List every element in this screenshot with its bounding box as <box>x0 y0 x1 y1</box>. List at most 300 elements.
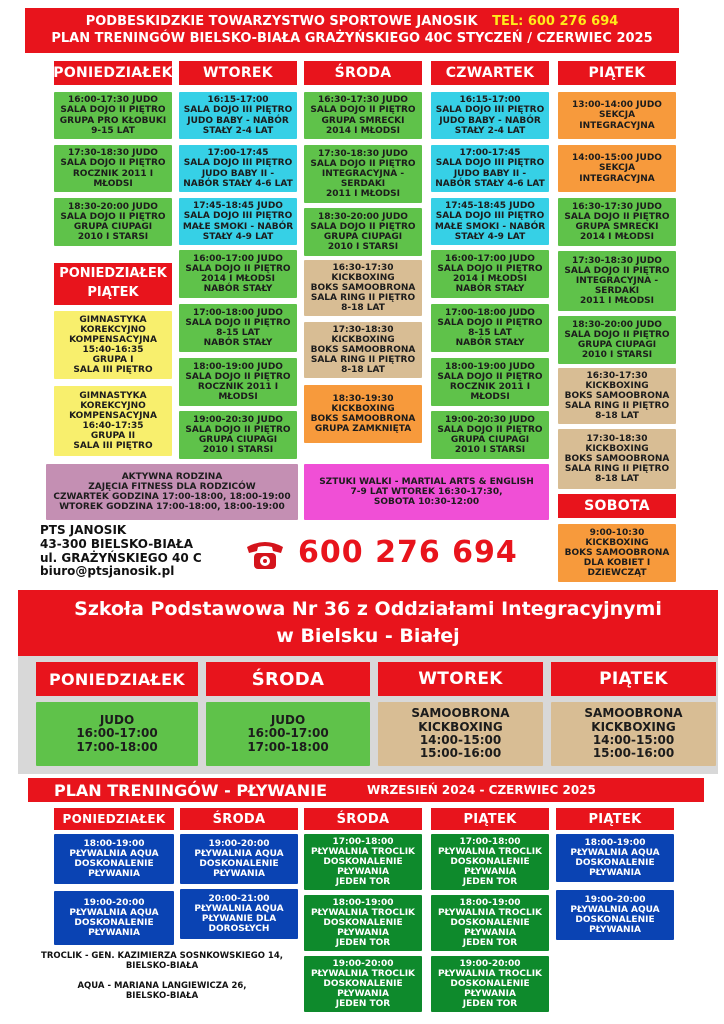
card-line: JUDO BABY II - <box>201 168 275 179</box>
card-line: NABÓR STAŁY <box>203 284 273 295</box>
card-line: PŁYWANIA <box>88 928 140 939</box>
card-line: GRUPA PRO KŁOBUKI <box>59 115 167 126</box>
card-line: 18:00-19:00 JUDO <box>445 361 535 372</box>
card-line: SALA DOJO III PIĘTRO <box>183 211 293 222</box>
card-line: PŁYWALNIA AQUA <box>69 848 159 859</box>
card-line: 17:30-18:30 JUDO <box>318 148 408 159</box>
card-line: 17:00-18:00 <box>332 836 394 847</box>
swim-day-wed-aqua: ŚRODA <box>180 808 298 830</box>
card-line: KICKBOXING <box>591 719 676 734</box>
card-line: 16:00-17:00 <box>247 726 329 741</box>
card-line: PŁYWANIE DLA <box>201 914 277 924</box>
card-line: 18:30-20:00 JUDO <box>68 201 158 212</box>
schedule-card-fri-6 <box>558 368 676 424</box>
card-line: 18:00-19:00 <box>332 897 394 908</box>
martial-arts-english-card <box>304 464 549 520</box>
card-line: 9-15 LAT <box>91 125 135 136</box>
card-line: 16:30-17:30 JUDO <box>318 95 408 106</box>
swim-card-fri-aqua-2 <box>556 890 674 940</box>
card-line: 19:00-20:00 <box>459 958 521 969</box>
swim-day-fri-aqua: PIĄTEK <box>556 808 674 830</box>
card-line: ZAJĘCIA FITNESS DLA RODZICÓW <box>88 481 256 492</box>
school-card-fri <box>551 702 716 766</box>
card-line: WTOREK GODZINA 17:00-18:00, 18:00-19:00 <box>59 502 285 513</box>
card-line: 17:00-18:00 <box>247 739 329 754</box>
card-line: DOSKONALENIE <box>450 917 530 928</box>
card-line: PŁYWALNIA AQUA <box>570 904 660 915</box>
card-line: 15:00-16:00 <box>419 746 502 761</box>
swim-card-wed-troclik-1 <box>304 834 422 890</box>
card-line: MŁODSI <box>218 392 258 403</box>
card-line: DOSKONALENIE <box>323 917 403 928</box>
schedule-card-fri-5 <box>558 316 676 364</box>
card-line: 17:00-17:45 <box>459 148 521 159</box>
address-line: BIELSKO-BIAŁA <box>125 961 199 972</box>
card-line: DOROSŁYCH <box>208 924 270 935</box>
card-line: PŁYWALNIA TROCLIK <box>310 907 416 918</box>
swim-title: PLAN TRENINGÓW - PŁYWANIE <box>54 780 328 800</box>
card-line: PŁYWALNIA TROCLIK <box>310 846 416 857</box>
card-line: SALA DOJO II PIĘTRO <box>564 265 670 276</box>
card-line: 18:00-19:00 JUDO <box>193 361 283 372</box>
card-line: PŁYWANIA <box>213 869 265 880</box>
schedule-card-thu-3 <box>431 198 549 245</box>
card-line: BOKS SAMOOBRONA <box>564 547 670 558</box>
card-line: SEKCJA <box>598 110 636 121</box>
card-line: 18:00-19:00 <box>584 837 646 848</box>
card-line: JEDEN TOR <box>335 877 391 888</box>
card-line: 17:30-18:30 JUDO <box>68 148 158 159</box>
card-line: PŁYWANIA <box>337 989 389 1000</box>
card-line: GRUPA CIUPAGI <box>73 222 153 232</box>
swim-card-fri-troclik-3 <box>431 956 549 1012</box>
card-line: 8-18 LAT <box>341 303 385 314</box>
card-line: 8-18 LAT <box>595 411 639 422</box>
card-line: 7-9 LAT WTOREK 16:30-17:30, <box>350 486 503 497</box>
card-line: 17:00-18:00 JUDO <box>193 307 283 318</box>
card-line: SALA DOJO II PIĘTRO <box>310 221 416 232</box>
card-line: 14:00-15:00 <box>592 733 675 747</box>
card-line: SEKCJA <box>598 163 636 174</box>
card-line: 15:40-16:35 <box>82 345 144 355</box>
card-line: GIMNASTYKA <box>79 314 147 325</box>
card-line: KICKBOXING <box>585 380 649 391</box>
schedule-card-fri-2 <box>558 145 676 192</box>
card-line: NABÓR STAŁY 4-6 LAT <box>183 178 293 189</box>
card-line: SALA RING II PIĘTRO <box>310 293 416 304</box>
card-line: 19:00-20:00 <box>584 894 646 905</box>
schedule-card-fri-1 <box>558 92 676 139</box>
card-line: SALA DOJO II PIĘTRO <box>564 211 670 222</box>
card-line: BOKS SAMOOBRONA <box>310 414 416 424</box>
swim-card-fri-troclik-2 <box>431 895 549 951</box>
card-line: JUDO BABY II - <box>453 168 527 179</box>
card-line: JUDO <box>99 712 135 727</box>
schedule-card-gymnastics-2 <box>54 386 172 456</box>
contact-email[interactable]: biuro@ptsjanosik.pl <box>40 564 175 579</box>
swim-card-fri-troclik-1 <box>431 834 549 890</box>
day-header-wed: ŚRODA <box>304 61 422 85</box>
card-line: JUDO BABY - NABÓR <box>439 115 541 126</box>
card-line: 2010 I STARSI <box>77 232 149 243</box>
card-line: 17:30-18:30 <box>332 324 394 335</box>
swim-card-fri-aqua-1 <box>556 834 674 882</box>
schedule-card-thu-1 <box>431 92 549 139</box>
card-line: DOSKONALENIE <box>450 978 530 989</box>
card-line: 2010 I STARSI <box>327 242 399 253</box>
card-line: JEDEN TOR <box>462 938 518 949</box>
schedule-card-tue-5 <box>179 304 297 352</box>
card-line: PŁYWANIA <box>337 867 389 878</box>
card-line: 2010 I STARSI <box>202 445 274 456</box>
card-line: SALA RING II PIĘTRO <box>310 355 416 366</box>
card-line: 17:00-18:00 <box>76 739 158 754</box>
schedule-card-fri-7 <box>558 429 676 489</box>
day-header-mon: PONIEDZIAŁEK <box>54 61 172 85</box>
pool-address-aqua <box>30 981 294 1001</box>
card-line: 16:00-17:00 JUDO <box>445 253 535 264</box>
school-card-wed <box>206 702 370 766</box>
card-line: AKTYWNA RODZINA <box>121 471 223 482</box>
card-line: DOSKONALENIE <box>74 918 154 928</box>
card-line: PŁYWALNIA TROCLIK <box>437 846 543 857</box>
card-line: SALA III PIĘTRO <box>73 365 153 376</box>
card-line: KICKBOXING <box>331 272 395 283</box>
card-line: 16:30-17:30 <box>586 370 648 381</box>
card-line: KICKBOXING <box>585 443 649 454</box>
swim-card-mon-1 <box>54 834 174 884</box>
card-line: SAMOOBRONA <box>584 706 683 721</box>
card-line: 16:30-17:30 <box>332 262 394 273</box>
card-line: 8-18 LAT <box>595 474 639 485</box>
swim-day-wed-troclik: ŚRODA <box>304 808 422 830</box>
day-header-fri: PIĄTEK <box>558 61 676 85</box>
card-line: 2011 I MŁODSI <box>579 296 655 307</box>
swim-day-fri-troclik: PIĄTEK <box>431 808 549 830</box>
card-line: 16:15-17:00 <box>459 95 521 106</box>
card-line: JEDEN TOR <box>335 999 391 1010</box>
schedule-card-wed-1 <box>304 92 422 139</box>
schedule-card-wed-5 <box>304 322 422 378</box>
card-line: NABÓR STAŁY <box>455 284 525 295</box>
card-line: PŁYWANIA <box>337 928 389 939</box>
card-line: GRUPA I <box>92 355 134 366</box>
address-line: TROCLIK - GEN. KAZIMIERZA SOSNKOWSKIEGO 14, <box>41 951 283 961</box>
swim-card-wed-troclik-3 <box>304 956 422 1012</box>
header-phone: TEL: 600 276 694 <box>492 13 619 29</box>
card-line: SALA DOJO III PIĘTRO <box>183 105 293 116</box>
card-line: 16:00-17:00 <box>76 726 158 741</box>
card-line: JUDO BABY - NABÓR <box>187 115 289 126</box>
swim-card-wed-troclik-2 <box>304 895 422 951</box>
club-name: PODBESKIDZKIE TOWARZYSTWO SPORTOWE JANOSIK <box>85 13 478 29</box>
card-line: SALA DOJO II PIĘTRO <box>437 424 543 435</box>
card-line: 18:00-19:00 <box>459 897 521 908</box>
schedule-card-fri-3 <box>558 198 676 246</box>
card-line: SALA DOJO III PIĘTRO <box>435 211 545 222</box>
card-line: NABÓR STAŁY <box>203 338 273 349</box>
card-line: 20:00-21:00 <box>208 893 270 904</box>
pool-address-troclik <box>30 951 294 971</box>
card-line: 17:45-18:45 JUDO <box>445 201 535 212</box>
card-line: STAŁY 2-4 LAT <box>202 125 274 136</box>
card-line: MAŁE SMOKI - NABÓR <box>182 221 294 232</box>
header-banner <box>25 8 679 53</box>
card-line: 18:30-19:30 <box>332 393 394 404</box>
card-line: JUDO <box>270 712 306 727</box>
school-day-mon: PONIEDZIAŁEK <box>36 662 198 696</box>
contact-address-2: ul. GRAŻYŃSKIEGO 40 C <box>40 550 202 565</box>
card-line: KOREKCYJNO <box>80 324 146 335</box>
swim-card-wed-aqua-1 <box>180 834 298 884</box>
card-line: 2014 I MŁODSI <box>452 274 528 284</box>
swim-banner <box>28 778 704 802</box>
swim-card-mon-2 <box>54 891 174 945</box>
schedule-card-mon-3 <box>54 198 172 246</box>
card-line: SALA DOJO II PIĘTRO <box>185 263 291 274</box>
card-line: SALA DOJO II PIĘTRO <box>185 317 291 328</box>
card-line: SALA DOJO II PIĘTRO <box>60 158 166 169</box>
card-line: SALA DOJO II PIĘTRO <box>60 211 166 222</box>
schedule-card-wed-6 <box>304 385 422 443</box>
card-line: SALA DOJO II PIĘTRO <box>310 158 416 169</box>
card-line: STAŁY 4-9 LAT <box>202 231 274 242</box>
card-line: 18:30-20:00 JUDO <box>572 319 662 330</box>
card-line: KICKBOXING <box>331 403 395 414</box>
card-line: 8-18 LAT <box>341 365 385 376</box>
card-line: 15:00-16:00 <box>592 746 675 761</box>
card-line: MŁODSI <box>93 178 133 189</box>
mon-fri-label-2: PIĄTEK <box>87 285 139 300</box>
day-header-mon-fri <box>54 263 172 305</box>
mon-fri-label-1: PONIEDZIAŁEK <box>59 266 167 282</box>
schedule-card-sat-1 <box>558 524 676 582</box>
card-line: ROCZNIK 2011 I <box>197 382 279 392</box>
schedule-card-thu-5 <box>431 304 549 352</box>
school-title-2: w Bielsku - Białej <box>276 625 460 647</box>
card-line: 9:00-10:30 <box>589 527 645 538</box>
card-line: DOSKONALENIE <box>450 856 530 867</box>
card-line: KOMPENSACYJNA <box>69 410 157 421</box>
schedule-card-tue-3 <box>179 198 297 245</box>
schedule-card-gymnastics-1 <box>54 311 172 379</box>
card-line: SALA DOJO III PIĘTRO <box>435 105 545 116</box>
card-line: 16:00-17:30 JUDO <box>68 95 158 106</box>
school-title-1: Szkoła Podstawowa Nr 36 z Oddziałami Integracyjnymi <box>74 598 662 621</box>
header-line-1 <box>86 14 619 31</box>
schedule-card-tue-6 <box>179 358 297 406</box>
card-line: SALA DOJO II PIĘTRO <box>185 371 291 382</box>
schedule-card-tue-7 <box>179 411 297 459</box>
card-line: STAŁY 2-4 LAT <box>454 125 526 136</box>
card-line: KICKBOXING <box>585 537 649 548</box>
card-line: 17:00-18:00 JUDO <box>445 307 535 318</box>
card-line: INTEGRACYJNA <box>579 120 655 131</box>
card-line: SALA DOJO II PIĘTRO <box>437 263 543 274</box>
contact-block <box>40 524 240 579</box>
card-line: 13:00-14:00 JUDO <box>572 100 662 111</box>
card-line: PŁYWANIA <box>88 869 140 880</box>
card-line: SALA III PIĘTRO <box>73 441 153 452</box>
card-line: SALA DOJO II PIĘTRO <box>310 105 416 116</box>
card-line: CZWARTEK GODZINA 17:00-18:00, 18:00-19:00 <box>53 492 291 502</box>
card-line: JEDEN TOR <box>462 877 518 888</box>
card-line: DOSKONALENIE <box>575 915 655 925</box>
card-line: NABÓR STAŁY 4-6 LAT <box>435 178 545 189</box>
card-line: 17:00-17:45 <box>207 148 269 159</box>
card-line: KOMPENSACYJNA <box>69 334 157 345</box>
card-line: GRUPA II <box>90 431 136 442</box>
card-line: 14:00-15:00 JUDO <box>572 153 662 164</box>
card-line: MAŁE SMOKI - NABÓR <box>434 221 546 232</box>
school-banner <box>18 590 718 656</box>
card-line: GRUPA CIUPAGI <box>323 232 403 242</box>
card-line: SERDAKI <box>340 179 386 190</box>
school-card-tue <box>378 702 543 766</box>
school-day-tue: WTOREK <box>378 662 543 696</box>
card-line: 8-15 LAT <box>216 328 260 338</box>
card-line: INTEGRACYJNA - <box>575 275 659 286</box>
swim-day-mon: PONIEDZIAŁEK <box>54 808 174 830</box>
card-line: GRUPA CIUPAGI <box>577 340 657 350</box>
card-line: 16:15-17:00 <box>207 95 269 106</box>
swim-period: WRZESIEŃ 2024 - CZERWIEC 2025 <box>367 783 596 797</box>
card-line: BOKS SAMOOBRONA <box>310 344 416 355</box>
card-line: DLA KOBIET I <box>583 558 651 569</box>
card-line: GRUPA SMRECKI <box>575 222 659 232</box>
card-line: 17:00-18:00 <box>459 836 521 847</box>
card-line: PŁYWALNIA AQUA <box>194 903 284 914</box>
swim-card-wed-aqua-2 <box>180 889 298 939</box>
schedule-card-wed-3 <box>304 208 422 256</box>
card-line: 16:30-17:30 JUDO <box>572 201 662 212</box>
card-line: 2014 I MŁODSI <box>200 274 276 284</box>
card-line: SALA RING II PIĘTRO <box>564 401 670 412</box>
schedule-card-thu-6 <box>431 358 549 406</box>
card-line: DOSKONALENIE <box>323 978 403 989</box>
day-header-sat: SOBOTA <box>558 494 676 518</box>
schedule-card-tue-2 <box>179 145 297 192</box>
card-line: 2014 I MŁODSI <box>579 232 655 243</box>
schedule-card-mon-1 <box>54 92 172 139</box>
contact-address-1: 43-300 BIELSKO-BIAŁA <box>40 536 194 551</box>
schedule-card-tue-1 <box>179 92 297 139</box>
card-line: KICKBOXING <box>331 334 395 345</box>
card-line: GRUPA CIUPAGI <box>450 435 530 445</box>
card-line: 2010 I STARSI <box>581 350 653 361</box>
card-line: INTEGRACYJNA - <box>321 168 405 179</box>
card-line: BOKS SAMOOBRONA <box>564 453 670 464</box>
active-family-card <box>46 464 298 520</box>
card-line: BOKS SAMOOBRONA <box>310 282 416 293</box>
schedule-card-wed-2 <box>304 145 422 203</box>
address-line: AQUA - MARIANA LANGIEWICZA 26, <box>77 981 247 991</box>
card-line: SAMOOBRONA <box>411 706 510 721</box>
card-line: 8-15 LAT <box>468 328 512 338</box>
card-line: 16:00-17:00 JUDO <box>193 253 283 264</box>
schedule-card-thu-4 <box>431 250 549 298</box>
card-line: DOSKONALENIE <box>74 859 154 869</box>
schedule-card-thu-7 <box>431 411 549 459</box>
card-line: PŁYWANIA <box>464 928 516 939</box>
card-line: DOSKONALENIE <box>199 859 279 869</box>
school-day-fri: PIĄTEK <box>551 662 716 696</box>
card-line: MŁODSI <box>470 392 510 403</box>
card-line: PŁYWALNIA AQUA <box>570 847 660 858</box>
schedule-card-thu-2 <box>431 145 549 192</box>
card-line: 19:00-20:30 JUDO <box>193 414 283 425</box>
card-line: 18:00-19:00 <box>83 838 145 849</box>
telephone-icon <box>243 537 287 573</box>
card-line: SALA RING II PIĘTRO <box>564 464 670 475</box>
schedule-card-wed-4 <box>304 260 422 316</box>
card-line: ROCZNIK 2011 I <box>449 382 531 392</box>
card-line: GIMNASTYKA <box>79 390 147 401</box>
card-line: DOSKONALENIE <box>323 856 403 867</box>
card-line: 17:45-18:45 JUDO <box>193 201 283 212</box>
card-line: 17:30-18:30 <box>586 433 648 444</box>
card-line: PŁYWALNIA AQUA <box>194 848 284 859</box>
card-line: 16:40-17:35 <box>82 421 144 431</box>
card-line: NABÓR STAŁY <box>455 338 525 349</box>
card-line: SALA DOJO II PIĘTRO <box>60 105 166 116</box>
card-line: PŁYWALNIA TROCLIK <box>437 968 543 979</box>
contact-name: PTS JANOSIK <box>40 523 127 537</box>
card-line: 18:30-20:00 JUDO <box>318 211 408 222</box>
card-line: 14:00-15:00 <box>419 733 502 747</box>
card-line: KOREKCYJNO <box>80 400 146 411</box>
card-line: KICKBOXING <box>418 719 503 734</box>
school-day-wed: ŚRODA <box>206 662 370 696</box>
card-line: DZIEWCZĄT <box>587 568 647 579</box>
card-line: SZTUKI WALKI - MARTIAL ARTS & ENGLISH <box>319 476 534 487</box>
card-line: GRUPA ZAMKNIĘTA <box>314 424 412 435</box>
card-line: JEDEN TOR <box>335 938 391 949</box>
card-line: GRUPA SMRECKI <box>321 115 405 126</box>
card-line: SOBOTA 10:30-12:00 <box>373 497 480 508</box>
card-line: INTEGRACYJNA <box>579 173 655 184</box>
card-line: STAŁY 4-9 LAT <box>454 231 526 242</box>
card-line: PŁYWANIA <box>464 867 516 878</box>
schedule-card-tue-4 <box>179 250 297 298</box>
card-line: PŁYWALNIA TROCLIK <box>310 968 416 979</box>
card-line: GRUPA CIUPAGI <box>198 435 278 445</box>
big-phone-number[interactable]: 600 276 694 <box>298 535 518 570</box>
header-line-2: PLAN TRENINGÓW BIELSKO-BIAŁA GRAŻYŃSKIEGO 40C STYCZEŃ / CZERWIEC 2025 <box>51 30 653 46</box>
card-line: BOKS SAMOOBRONA <box>564 390 670 401</box>
card-line: SALA DOJO II PIĘTRO <box>564 329 670 340</box>
card-line: PŁYWANIA <box>589 868 641 879</box>
card-line: 19:00-20:00 <box>83 897 145 908</box>
card-line: 2011 I MŁODSI <box>325 189 401 200</box>
card-line: JEDEN TOR <box>462 999 518 1010</box>
card-line: SALA DOJO III PIĘTRO <box>183 158 293 169</box>
card-line: 17:30-18:30 JUDO <box>572 255 662 266</box>
card-line: SALA DOJO III PIĘTRO <box>435 158 545 169</box>
card-line: SERDAKI <box>594 286 640 297</box>
schedule-card-mon-2 <box>54 145 172 192</box>
card-line: 19:00-20:30 JUDO <box>445 414 535 425</box>
day-header-thu: CZWARTEK <box>431 61 549 85</box>
card-line: ROCZNIK 2011 I <box>72 168 154 179</box>
card-line: PŁYWALNIA AQUA <box>69 907 159 918</box>
card-line: PŁYWANIA <box>589 925 641 936</box>
card-line: DOSKONALENIE <box>575 858 655 868</box>
address-line: BIELSKO-BIAŁA <box>125 991 199 1002</box>
card-line: 19:00-20:00 <box>332 958 394 969</box>
card-line: SALA DOJO II PIĘTRO <box>437 317 543 328</box>
card-line: 19:00-20:00 <box>208 838 270 849</box>
